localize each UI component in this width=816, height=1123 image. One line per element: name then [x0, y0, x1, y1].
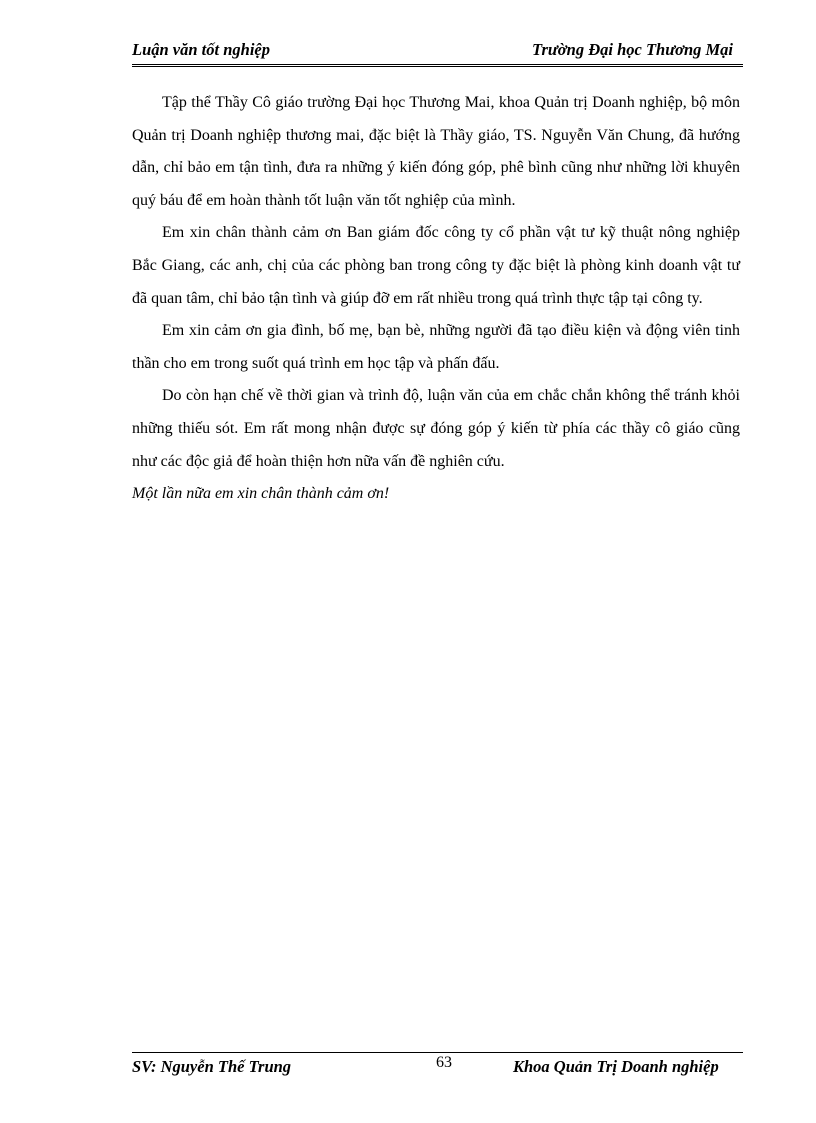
footer-divider — [132, 1052, 743, 1053]
page-number: 63 — [436, 1054, 452, 1071]
closing-line: Một lần nữa em xin chân thành cảm ơn! — [132, 485, 390, 503]
paragraph-family: Em xin cảm ơn gia đình, bố mẹ, bạn bè, những người đã tạo điều kiện và động viên tinh thần cho em trong suốt quá trình em học tập và phấn đấu. — [132, 322, 740, 372]
header-university: Trường Đại học Thương Mại — [532, 40, 733, 59]
page-header — [132, 38, 743, 67]
footer-student-name: SV: Nguyễn Thế Trung — [132, 1057, 292, 1076]
header-thesis-title: Luận văn tốt nghiệp — [132, 40, 270, 59]
paragraph-teachers: Tập thể Thầy Cô giáo trường Đại học Thương Mai, khoa Quản trị Doanh nghiệp, bộ môn Quản trị Doanh nghiệp thương mai, đặc biệt là Thầy giáo, TS. Nguyễn Văn Chung, đã hướng dẫn, chỉ bảo em tận tình, đưa ra những ý kiến đóng góp, phê bình cũng như những lời khuyên quý báu để em hoàn thành tốt luận văn tốt nghiệp của mình. — [132, 94, 740, 209]
footer-faculty: Khoa Quản Trị Doanh nghiệp — [513, 1057, 719, 1076]
paragraph-limitations: Do còn hạn chế về thời gian và trình độ, luận văn của em chắc chắn không thể tránh khỏi những thiếu sót. Em rất mong nhận được sự đóng góp ý kiến từ phía các thầy cô giáo cũng như các độc giả để hoàn thiện hơn nữa vấn đề nghiên cứu. — [132, 387, 740, 470]
body-text — [132, 87, 740, 511]
paragraph-company: Em xin chân thành cảm ơn Ban giám đốc công ty cổ phần vật tư kỹ thuật nông nghiệp Bắc Giang, các anh, chị của các phòng ban trong công ty đặc biệt là phòng kinh doanh vật tư đã quan tâm, chỉ bảo tận tình và giúp đỡ em rất nhiều trong quá trình thực tập tại công ty. — [132, 224, 740, 307]
